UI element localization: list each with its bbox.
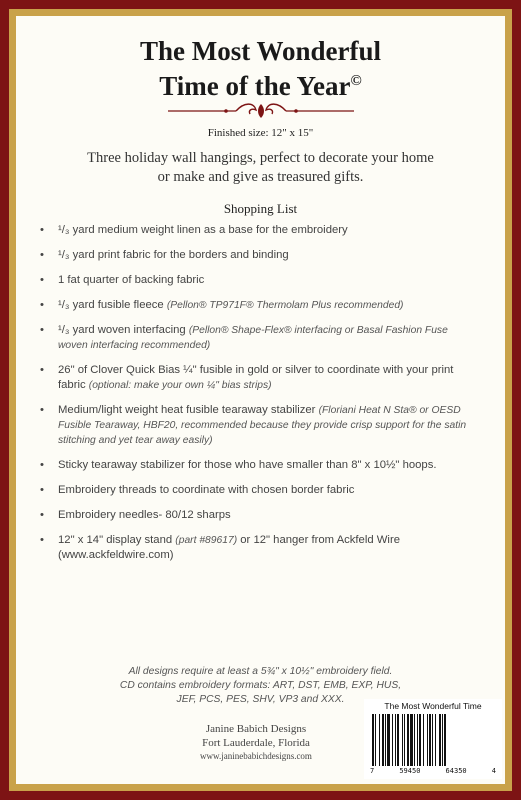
item-note: (part #89617) (175, 535, 238, 546)
designer-location: Fort Lauderdale, Florida (202, 737, 310, 749)
barcode-digit-group: 4 (491, 767, 496, 775)
page-title (16, 36, 505, 101)
item-text: Embroidery threads to coordinate with chosen border fabric (58, 484, 355, 496)
list-item (38, 273, 480, 288)
barcode-label: The Most Wonderful Time (384, 701, 482, 711)
list-item (38, 223, 480, 238)
item-text: ¹/₃ yard medium weight linen as a base for the embroidery (58, 224, 348, 236)
barcode-digit-group: 7 (370, 767, 375, 775)
item-text: 26" of Clover Quick Bias ¼" fusible in gold or silver to coordinate with your print fabric (58, 364, 454, 391)
bullet-icon: • (40, 249, 44, 261)
barcode (364, 699, 502, 779)
item-text: Medium/light weight heat fusible tearaway stabilizer (58, 404, 316, 416)
barcode-digits (370, 767, 496, 775)
list-item (38, 248, 480, 263)
item-tail: or 12" hanger from Ackfeld Wire (www.ackfeldwire.com) (58, 534, 400, 561)
note-line-3: JEF, PCS, PES, SHV, VP3 and XXX. (176, 694, 345, 705)
list-item (38, 508, 480, 523)
item-note: (Pellon® Shape-Flex® interfacing or Basal Fashion Fuse woven interfacing recommended) (58, 325, 448, 351)
finished-size: Finished size: 12" x 15" (207, 127, 314, 139)
item-note: (optional: make your own ¼" bias strips) (88, 380, 272, 391)
list-item (38, 298, 480, 313)
list-item (38, 533, 480, 563)
list-item (38, 403, 480, 448)
list-item (38, 323, 480, 353)
item-note: (Pellon® TP971F® Thermolam Plus recommended) (166, 300, 404, 311)
barcode-digit-group: 59450 (399, 767, 421, 775)
item-text: ¹/₃ yard woven interfacing (58, 324, 186, 336)
item-text: Sticky tearaway stabilizer for those who have smaller than 8" x 10½" hoops. (58, 459, 437, 471)
shopping-list (38, 223, 480, 573)
designer-info (146, 722, 366, 762)
bullet-icon: • (40, 459, 44, 471)
item-text: ¹/₃ yard print fabric for the borders and binding (58, 249, 289, 261)
bullet-icon: • (40, 484, 44, 496)
bullet-icon: • (40, 364, 44, 376)
title-line-2: Time of the Year (159, 71, 351, 101)
item-text: Embroidery needles- 80/12 sharps (58, 509, 231, 521)
intro-text (56, 149, 465, 187)
note-line-1: All designs require at least a 5¾" x 10½" embroidery field. (128, 666, 393, 677)
list-item (38, 363, 480, 393)
item-note: (Floriani Heat N Sta® or OESD Fusible Tearaway, HBF20, recommended because they provide crisp support for the satin stitching and yet tear away easily) (58, 405, 467, 446)
intro-line-2: or make and give as treasured gifts. (157, 169, 364, 185)
bullet-icon: • (40, 509, 44, 521)
shopping-list-heading: Shopping List (223, 201, 298, 216)
designer-website: www.janinebabichdesigns.com (200, 751, 312, 761)
bullet-icon: • (40, 534, 44, 546)
title-line-1: The Most Wonderful (139, 36, 382, 66)
bullet-icon: • (40, 404, 44, 416)
copyright-mark: © (350, 73, 362, 89)
bullet-icon: • (40, 274, 44, 286)
flourish-ornament-icon (166, 100, 356, 122)
list-item (38, 483, 480, 498)
bullet-icon: • (40, 324, 44, 336)
designer-name: Janine Babich Designs (205, 723, 307, 735)
item-text: ¹/₃ yard fusible fleece (58, 299, 164, 311)
item-text: 12" x 14" display stand (58, 534, 173, 546)
barcode-digit-group: 64350 (445, 767, 467, 775)
pattern-back-cover (16, 16, 505, 784)
item-text: 1 fat quarter of backing fabric (58, 274, 205, 286)
intro-line-1: Three holiday wall hangings, perfect to decorate your home (87, 150, 434, 166)
note-line-2: CD contains embroidery formats: ART, DST, EMB, EXP, HUS, (119, 680, 402, 691)
list-item (38, 458, 480, 473)
barcode-bars-icon (370, 714, 496, 766)
bullet-icon: • (40, 299, 44, 311)
bullet-icon: • (40, 224, 44, 236)
